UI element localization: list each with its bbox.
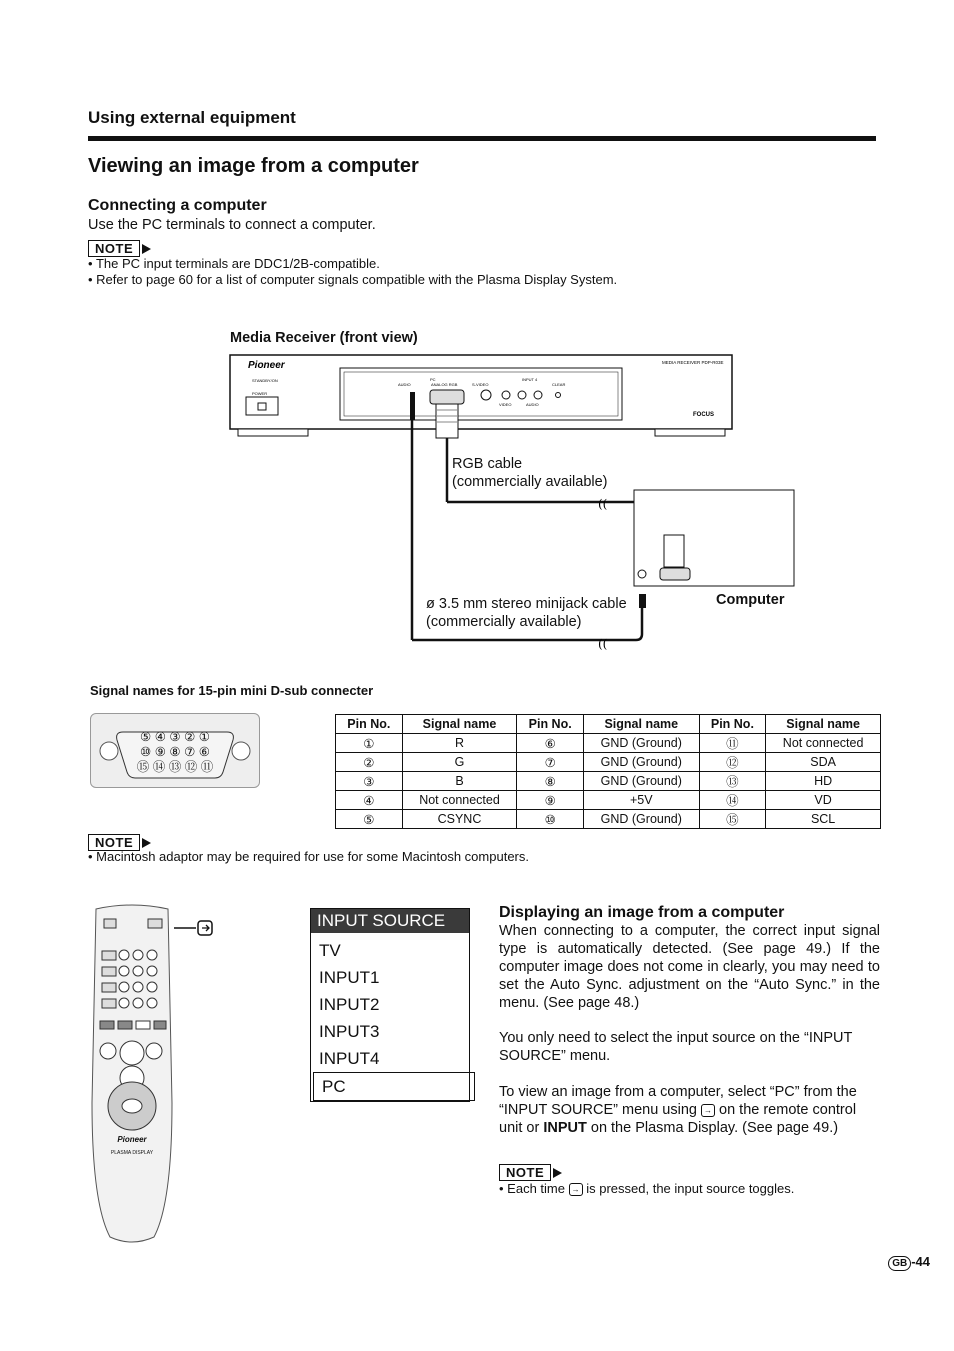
- menu-item-input1[interactable]: INPUT1: [319, 968, 380, 987]
- menu-item-input3[interactable]: INPUT3: [319, 1022, 380, 1041]
- svg-text:S-VIDEO: S-VIDEO: [472, 382, 489, 387]
- toggle-note: • Each time → is pressed, the input source toggles.: [499, 1181, 795, 1196]
- svg-text:STANDBY/ON: STANDBY/ON: [252, 378, 278, 383]
- connecting-heading: Connecting a computer: [88, 197, 267, 214]
- svg-text:AUDIO: AUDIO: [398, 382, 411, 387]
- analog-rgb-port: [430, 390, 464, 404]
- table-header-row: Pin No. Signal name Pin No. Signal name Pin No. Signal name: [336, 715, 881, 734]
- displaying-p2: You only need to select the input source on the “INPUT SOURCE” menu.: [499, 1030, 853, 1064]
- note-badge-3: NOTE: [499, 1164, 551, 1182]
- svg-text:PC: PC: [430, 377, 436, 382]
- table-row: ② G ⑦ GND (Ground) ⑫ SDA: [336, 753, 881, 772]
- computer-box: [634, 490, 794, 586]
- table-row: ⑤ CSYNC ⑩ GND (Ground) ⑮ SCL: [336, 810, 881, 829]
- brand-logo: Pioneer: [248, 360, 285, 371]
- remote-sub: PLASMA DISPLAY: [110, 1150, 154, 1156]
- svg-text:((: ((: [598, 497, 608, 511]
- svg-text:VIDEO: VIDEO: [499, 402, 512, 407]
- menu-title: INPUT SOURCE: [311, 909, 469, 933]
- svg-text:AUDIO: AUDIO: [526, 402, 539, 407]
- svg-text:POWER: POWER: [252, 391, 268, 396]
- table-row: ③ B ⑧ GND (Ground) ⑬ HD: [336, 772, 881, 791]
- signal-table: [335, 714, 881, 829]
- svg-text:MEDIA RECEIVER PDP-R03E: MEDIA RECEIVER PDP-R03E: [662, 360, 724, 365]
- macintosh-note: • Macintosh adaptor may be required for use for some Macintosh computers.: [88, 849, 529, 865]
- note-badge-1: NOTE: [88, 240, 140, 258]
- connecting-intro: Use the PC terminals to connect a computer.: [88, 217, 376, 233]
- signals-heading: Signal names for 15-pin mini D-sub connecter: [90, 683, 374, 698]
- menu-item-input4[interactable]: INPUT4: [319, 1049, 380, 1068]
- remote-control-figure: [90, 903, 174, 1245]
- note-item: • Refer to page 60 for a list of computer signals compatible with the Plasma Display System.: [88, 272, 868, 288]
- diagram-title: Media Receiver (front view): [230, 330, 418, 346]
- computer-label: Computer: [716, 592, 785, 608]
- rgb-cable-label: RGB cable (commercially available): [452, 456, 608, 490]
- svg-text:ANALOG RGB: ANALOG RGB: [431, 382, 458, 387]
- svg-text:CLEAR: CLEAR: [552, 382, 566, 387]
- note-item: • The PC input terminals are DDC1/2B-compatible.: [88, 256, 868, 272]
- table-row: ④ Not connected ⑨ +5V ⑭ VD: [336, 791, 881, 810]
- input-icon: [174, 918, 224, 938]
- menu-item-tv[interactable]: TV: [319, 941, 341, 960]
- media-receiver-body: [230, 355, 732, 429]
- region-badge: GB: [888, 1256, 911, 1271]
- menu-item-pc[interactable]: PC: [313, 1072, 475, 1101]
- displaying-heading: Displaying an image from a computer: [499, 904, 785, 921]
- input-source-menu: [310, 908, 470, 1102]
- displaying-p1: When connecting to a computer, the correct input signal type is automatically detected. (See page 49.) If the computer image does not come in clearly, you may need to set the Auto Sync. adjustment on the “Auto Sync.” in the menu. (See page 48.): [499, 923, 880, 1011]
- svg-text:FOCUS: FOCUS: [693, 412, 714, 418]
- displaying-p3: To view an image from a computer, select “PC” from the “INPUT SOURCE” menu using → on the remote control unit or INPUT on the Plasma Display. (See page 49.): [499, 1084, 857, 1136]
- svg-text:INPUT 4: INPUT 4: [522, 377, 538, 382]
- svg-text:((: ((: [598, 637, 608, 651]
- note-badge-2: NOTE: [88, 834, 140, 852]
- input-button-icon: →: [701, 1104, 715, 1117]
- menu-item-input2[interactable]: INPUT2: [319, 995, 380, 1014]
- remote-brand: Pioneer: [117, 1135, 147, 1144]
- page-title: Viewing an image from a computer: [88, 155, 419, 177]
- section-label: Using external equipment: [88, 108, 296, 127]
- input-button-icon: →: [569, 1183, 583, 1196]
- table-row: ① R ⑥ GND (Ground) ⑪ Not connected: [336, 734, 881, 753]
- dsub-connector-figure: [90, 713, 260, 788]
- page-number: GB -44: [888, 1254, 930, 1271]
- dsub-pin-labels: ⑤ ④ ③ ② ① ⑩ ⑨ ⑧ ⑦ ⑥ ⑮ ⑭ ⑬ ⑫ ⑪: [136, 730, 214, 774]
- minijack-cable-label: ø 3.5 mm stereo minijack cable (commercially available): [426, 596, 627, 630]
